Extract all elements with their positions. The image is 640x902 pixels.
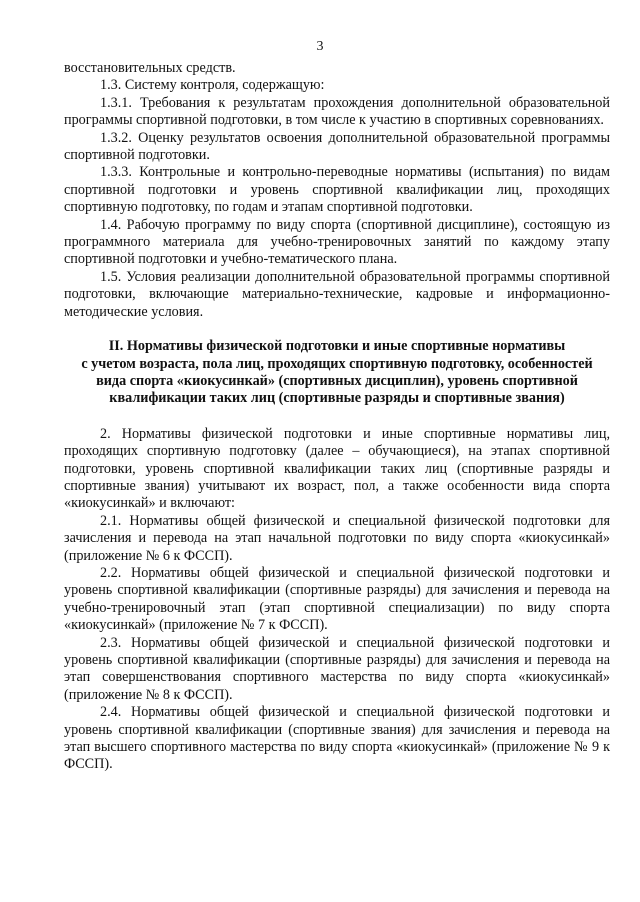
- paragraph-1-3: 1.3. Систему контроля, содержащую:: [100, 77, 325, 94]
- paragraph-1-3-3: 1.3.3. Контрольные и контрольно-переводные нормативы (испытания) по видам спортивной подготовки и уровень спортивной квалификации лиц, проходящих спортивную подготовку, по годам и этапам спортивной подготовки.: [64, 164, 610, 216]
- section-heading-line: вида спорта «киокусинкай» (спортивных дисциплин), уровень спортивной: [96, 372, 578, 389]
- paragraph-2-3: 2.3. Нормативы общей физической и специальной физической подготовки и уровень спортивной квалификации (спортивные разряды) для зачисления и перевода на этап совершенствования спортивного мастерства по виду спорта «киокусинкай» (приложение № 8 к ФССП).: [64, 634, 610, 703]
- paragraph-continuation: восстановительных средств.: [64, 60, 236, 76]
- section-heading: [64, 338, 610, 408]
- paragraph-1-3-1: 1.3.1. Требования к результатам прохождения дополнительной образовательной программы спортивной подготовки, в том числе к участию в спортивных соревнованиях.: [64, 94, 610, 129]
- paragraph-1-3-2: 1.3.2. Оценку результатов освоения дополнительной образовательной программы спортивной подготовки.: [64, 129, 610, 164]
- paragraph-1-5: 1.5. Условия реализации дополнительной образовательной программы спортивной подготовки, включающие материально-технические, кадровые и информационно-методические условия.: [64, 268, 610, 320]
- document-body: [64, 60, 610, 774]
- page-number: 3: [316, 39, 324, 54]
- section-heading-line: II. Нормативы физической подготовки и иные спортивные нормативы: [108, 338, 566, 355]
- section-heading-line: квалификации таких лиц (спортивные разряды и спортивные звания): [109, 390, 565, 407]
- paragraph-1-4: 1.4. Рабочую программу по виду спорта (спортивной дисциплине), состоящую из программного материала для учебно-тренировочных занятий по каждому этапу спортивной подготовки и учебно-тематического плана.: [64, 216, 610, 268]
- paragraph-2-4: 2.4. Нормативы общей физической и специальной физической подготовки и уровень спортивной квалификации (спортивные звания) для зачисления и перевода на этап высшего спортивного мастерства по виду спорта «киокусинкай» (приложение № 9 к ФССП).: [64, 704, 610, 773]
- paragraph-2: 2. Нормативы физической подготовки и иные спортивные нормативы лиц, проходящих спортивную подготовку (далее – обучающиеся), на этапах спортивной подготовки, уровень спортивной квалификации таких лиц (спортивные разряды и спортивные звания) учитывают их возраст, пол, а также особенности вида спорта «киокусинкай» и включают:: [64, 425, 610, 512]
- section-heading-line: с учетом возраста, пола лиц, проходящих спортивную подготовку, особенностей: [81, 355, 593, 372]
- paragraph-2-2: 2.2. Нормативы общей физической и специальной физической подготовки и уровень спортивной квалификации (спортивные разряды) для зачисления и перевода на учебно-тренировочный этап (этап спортивной специализации) по виду спорта «киокусинкай» (приложение № 7 к ФССП).: [64, 564, 610, 634]
- paragraph-2-1: 2.1. Нормативы общей физической и специальной физической подготовки для зачисления и перевода на этап начальной подготовки по виду спорта «киокусинкай» (приложение № 6 к ФССП).: [64, 512, 610, 564]
